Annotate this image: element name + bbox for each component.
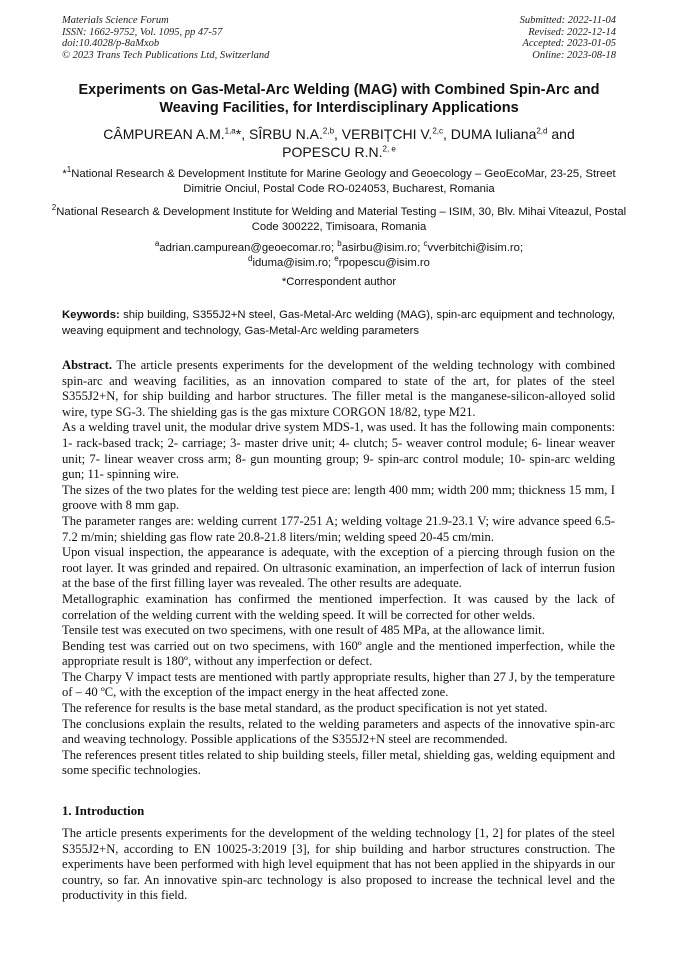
abstract-label: Abstract.: [62, 358, 113, 372]
keywords-label: Keywords:: [62, 309, 120, 321]
abstract-paragraph: Bending test was carried out on two specimens, with 160º angle and the mentioned imperfection, while the appropriate result is 180º, without any imperfection or defect.: [62, 638, 615, 669]
abstract-paragraph: Tensile test was executed on two specimens, with one result of 485 MPa, at the allowance limit.: [62, 623, 545, 638]
author-sup: 1,a: [224, 126, 236, 136]
email-list: $^a$adrian.campurean@geoecomar.ro; $^b$asirbu@isim.ro; $^c$vverbitchi@isim.ro; $^d$iduma@isim.ro; $^e$rpopescu@isim.ro: [154, 239, 524, 269]
abstract-paragraph: The Charpy V impact tests are mentioned with partly appropriate results, higher than 27 J, by the temperature of – 40 ºC, with the exception of the impact energy in the heat affected zone.: [62, 669, 615, 700]
abstract-block: [62, 358, 615, 779]
abstract-paragraph: The conclusions explain the results, related to the welding parameters and aspects of the innovative spin-arc and weaving technology. Possible applications of the S355J2+N steel are recommended.: [62, 716, 615, 747]
publication-dates: [520, 15, 616, 61]
journal-info: [62, 15, 269, 61]
abstract-paragraph: Abstract. The article presents experiments for the development of the welding technology with combined spin-arc and weaving facilities, as an innovation compared to state of the art, for plates of the steel S355J2+N, for ship building and harbor structures. The filler metal is the manganese-silicon-alloyed solid wire, type SG-3. The shielding gas is the gas mixture CORGON 18/82, type M21.: [62, 358, 615, 419]
online-date: Online: 2023-08-18: [532, 49, 616, 61]
accepted-date: Accepted: 2023-01-05: [522, 38, 616, 50]
author-sup: 2, e: [382, 144, 396, 154]
affiliation-1: *$^1$National Research & Development Institute for Marine Geology and Geoecology – GeoEcoMar, 23-25, Street Dimitrie Onciul, Postal Code RO-024053, Bucharest, Romania: [62, 165, 616, 195]
author-sup: 2,c: [432, 126, 443, 136]
doi-line[interactable]: doi:10.4028/p-8aMxob: [62, 38, 160, 50]
author-sup: 2,d: [536, 126, 548, 136]
email-link[interactable]: iduma@isim.ro: [252, 257, 328, 269]
journal-name: Materials Science Forum: [62, 15, 169, 26]
author-name: DUMA Iuliana: [450, 126, 537, 142]
introduction-paragraph: The article presents experiments for the development of the welding technology [1, 2] for plates of the steel S355J2+N, according to EN 10025-3:2019 [3], for ship building and harbor structures construction. The experiments have been performed with high level equipment that has not been applied in the shipyards in our country, so far. An innovative spin-arc technology is also proposed to increase the technical level and the productivity in this field.: [62, 826, 615, 903]
abstract-paragraph: The reference for results is the base metal standard, as the product specification is not yet stated.: [62, 701, 548, 716]
author-list: CÂMPUREAN A.M.$^{1,a}$*, SÎRBU N.A.$^{2,b}$, VERBIȚCHI V.$^{2,c}$, DUMA Iuliana$^{2,d}$ and POPESCU R.N.$^{2, e}$: [103, 126, 575, 160]
email-link[interactable]: adrian.campurean@geoecomar.ro: [159, 242, 331, 254]
abstract-paragraph: Upon visual inspection, the appearance is adequate, with the exception of a piercing through fusion on the root layer. It was grinded and repaired. On ultrasonic examination, an imperfection of lack of interrun fusion at the base of the first filling layer was revealed. The other results are adequate.: [62, 545, 615, 591]
section-heading-introduction: 1. Introduction: [62, 804, 145, 818]
abstract-paragraph: Metallographic examination has confirmed the mentioned imperfection. It was caused by the lack of correlation of the welding current with the welding speed. It will be corrected for other welds.: [62, 591, 615, 622]
email-link[interactable]: rpopescu@isim.ro: [338, 257, 430, 269]
copyright-line: © 2023 Trans Tech Publications Ltd, Switzerland: [62, 49, 270, 61]
author-name: VERBIȚCHI V.: [341, 126, 433, 142]
revised-date: Revised: 2022-12-14: [528, 26, 616, 38]
correspondent-note: *Correspondent author: [281, 276, 397, 288]
abstract-paragraph: The parameter ranges are: welding current 177-251 A; welding voltage 21.9-23.1 V; wire advance speed 6.5-7.2 m/min; shielding gas flow rate 20.8-21.8 liters/min; welding speed 20-45 cm/min.: [62, 513, 615, 544]
email-link[interactable]: asirbu@isim.ro: [341, 242, 418, 254]
abstract-paragraph: The sizes of the two plates for the welding test piece are: length 400 mm; width 200 mm; thickness 15 mm, I groove with 8 mm gap.: [62, 482, 615, 513]
author-sup: 2,b: [322, 126, 335, 136]
issn-line: ISSN: 1662-9752, Vol. 1095, pp 47-57: [62, 26, 223, 38]
abstract-paragraph: As a welding travel unit, the modular drive system MDS-1, was used. It has the following main components: 1- rack-based track; 2- carriage; 3- master drive unit; 4- clutch; 5- weaver control module; 6- linear weaver unit; 7- linear weaver cross arm; 8- gun mounting group; 9- spin-arc control module; 10- spin-arc welding gun; 11- spinning wire.: [62, 420, 615, 482]
author-name: SÎRBU N.A.: [248, 126, 323, 142]
affiliation-2: $^2$National Research & Development Institute for Welding and Material Testing – ISIM, 30, Blv. Mihai Viteazul, Postal Code 300222, Timisoara, Romania: [51, 203, 627, 233]
author-name: CÂMPUREAN A.M.: [103, 126, 225, 142]
affiliation-text: National Research & Development Institute for Marine Geology and Geoecology – GeoEcoMar, 23-25, Street Dimitrie Onciul, Postal Code RO-024053, Bucharest, Romania: [71, 168, 616, 195]
affiliation-text: National Research & Development Institute for Welding and Material Testing – ISIM, 30, Blv. Mihai Viteazul, Postal Code 300222, Timisoara, Romania: [56, 206, 627, 233]
keywords-block: [62, 308, 615, 339]
submitted-date: Submitted: 2022-11-04: [519, 15, 616, 26]
keywords-text: ship building, S355J2+N steel, Gas-Metal-Arc welding (MAG), spin-arc equipment and technology, weaving equipment and technology, Gas-Metal-Arc welding parameters: [62, 309, 616, 337]
author-name: POPESCU R.N.: [282, 144, 383, 160]
email-link[interactable]: vverbitchi@isim.ro: [427, 242, 520, 254]
paper-title: Experiments on Gas-Metal-Arc Welding (MAG) with Combined Spin-Arc and Weaving Facilities, for Interdisciplinary Applications: [78, 82, 600, 116]
abstract-paragraph: The references present titles related to ship building steels, filler metal, shielding gas, welding equipment and some specific technologies.: [62, 747, 615, 778]
